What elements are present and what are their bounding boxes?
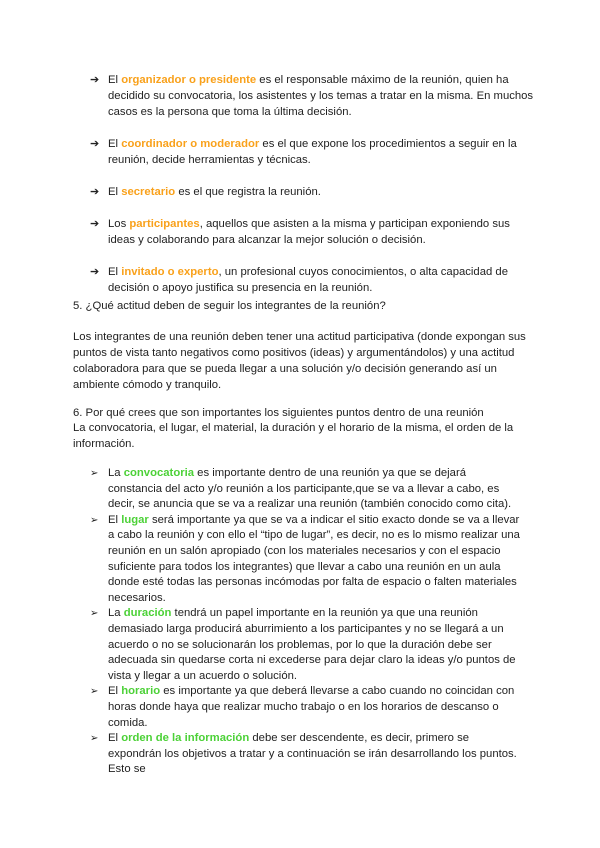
bullet-arrow-icon: ➢	[90, 468, 99, 479]
question-6-subtitle: La convocatoria, el lugar, el material, la duración y el horario de la misma, el orden de la información.	[73, 422, 514, 450]
arrow-icon: ➔	[90, 218, 100, 230]
point-term: orden de la información	[121, 732, 250, 745]
arrow-icon: ➔	[90, 74, 100, 86]
role-item-organizer: ➔ El organizador o presidente es el responsable máximo de la reunión, quien ha decidido su convocatoria, los asistentes y los temas a tratar en la misma. En muchos casos es la persona que toma la última decisión.	[90, 74, 534, 118]
arrow-icon: ➔	[90, 186, 100, 198]
bullet-arrow-icon: ➢	[90, 608, 99, 620]
point-term: duración	[123, 607, 172, 620]
role-term: organizador o presidente	[121, 74, 257, 86]
role-item-participants: ➔ Los participantes, aquellos que asisten a la misma y participan exponiendo sus ideas y colaborando para alcanzar la mejor solución o decisión.	[90, 218, 510, 246]
answer-5: Los integrantes de una reunión deben tener una actitud participativa (donde expongan sus puntos de vista tanto negativos como positivos (ideas) y argumentándolos) y una actitud colaboradora para que se pueda llegar a una solución y/o decisión generando así un ambiente cómodo y tranquilo.	[73, 331, 526, 391]
point-item-horario: ➢ El horario es importante ya que deberá llevarse a cabo cuando no coincidan con horas donde haya que realizar mucho trabajo o en los horarios de descanso o comida.	[90, 685, 515, 729]
point-item-duracion: ➢ La duración tendrá un papel importante en la reunión ya que una reunión demasiado larga producirá aburrimiento a los participantes y no se llegará a un acuerdo o no se solucionarán los problemas, por lo que la duración debe ser adecuada sin quedarse corta ni excederse para dejar claro la ideas y/o puntos de vista y llegar a un acuerdo o solución.	[90, 607, 516, 682]
point-item-convocatoria: ➢ La convocatoria es importante dentro de una reunión ya que se dejará constancia del acto y/o reunión a los participante,que se va a llevar a cabo, es decir, se anuncia que se va a realizar una reunión (también conocido como cita).	[90, 467, 512, 511]
point-term: convocatoria	[123, 467, 195, 479]
point-term: horario	[121, 685, 161, 698]
bullet-arrow-icon: ➢	[90, 514, 99, 526]
bullet-arrow-icon: ➢	[90, 686, 99, 698]
question-6-title: 6. Por qué crees que son importantes los siguientes puntos dentro de una reunión	[73, 407, 484, 419]
roles-list	[90, 72, 540, 296]
role-term: invitado o experto	[121, 266, 219, 278]
role-term: secretario	[121, 186, 176, 198]
bullet-arrow-icon: ➢	[90, 733, 99, 745]
arrow-icon: ➔	[90, 138, 100, 150]
role-item-guest: ➔ El invitado o experto, un profesional cuyos conocimientos, o alta capacidad de decisión o apoyo justifica su presencia en la reunión.	[90, 266, 508, 294]
points-list	[90, 466, 520, 778]
question-5: 5. ¿Qué actitud deben de seguir los integrantes de la reunión?	[73, 300, 386, 312]
role-item-moderator: ➔ El coordinador o moderador es el que expone los procedimientos a seguir en la reunión, decide herramientas y técnicas.	[90, 138, 517, 166]
point-term: lugar	[121, 513, 149, 526]
role-item-secretary: ➔ El secretario es el que registra la reunión.	[90, 186, 321, 198]
role-term: coordinador o moderador	[121, 138, 260, 150]
arrow-icon: ➔	[90, 266, 100, 278]
point-item-orden: ➢ El orden de la información debe ser descendente, es decir, primero se expondrán los objetivos a tratar y a continuación se irán desarrollando los puntos. Esto se	[90, 732, 517, 776]
role-term: participantes	[129, 218, 200, 230]
point-item-lugar: ➢ El lugar será importante ya que se va a indicar el sitio exacto donde se va a llevar a cabo la reunión y con ello el “tipo de lugar”, es decir, no es lo mismo realizar una reunión en un salón apropiado (con los materiales necesarios y con el espacio suficiente para todos los integrantes) que llevar a cabo una reunión en un aula donde esté todas las personas incómodas por falta de espacio o falten materiales necesarios.	[90, 513, 520, 604]
